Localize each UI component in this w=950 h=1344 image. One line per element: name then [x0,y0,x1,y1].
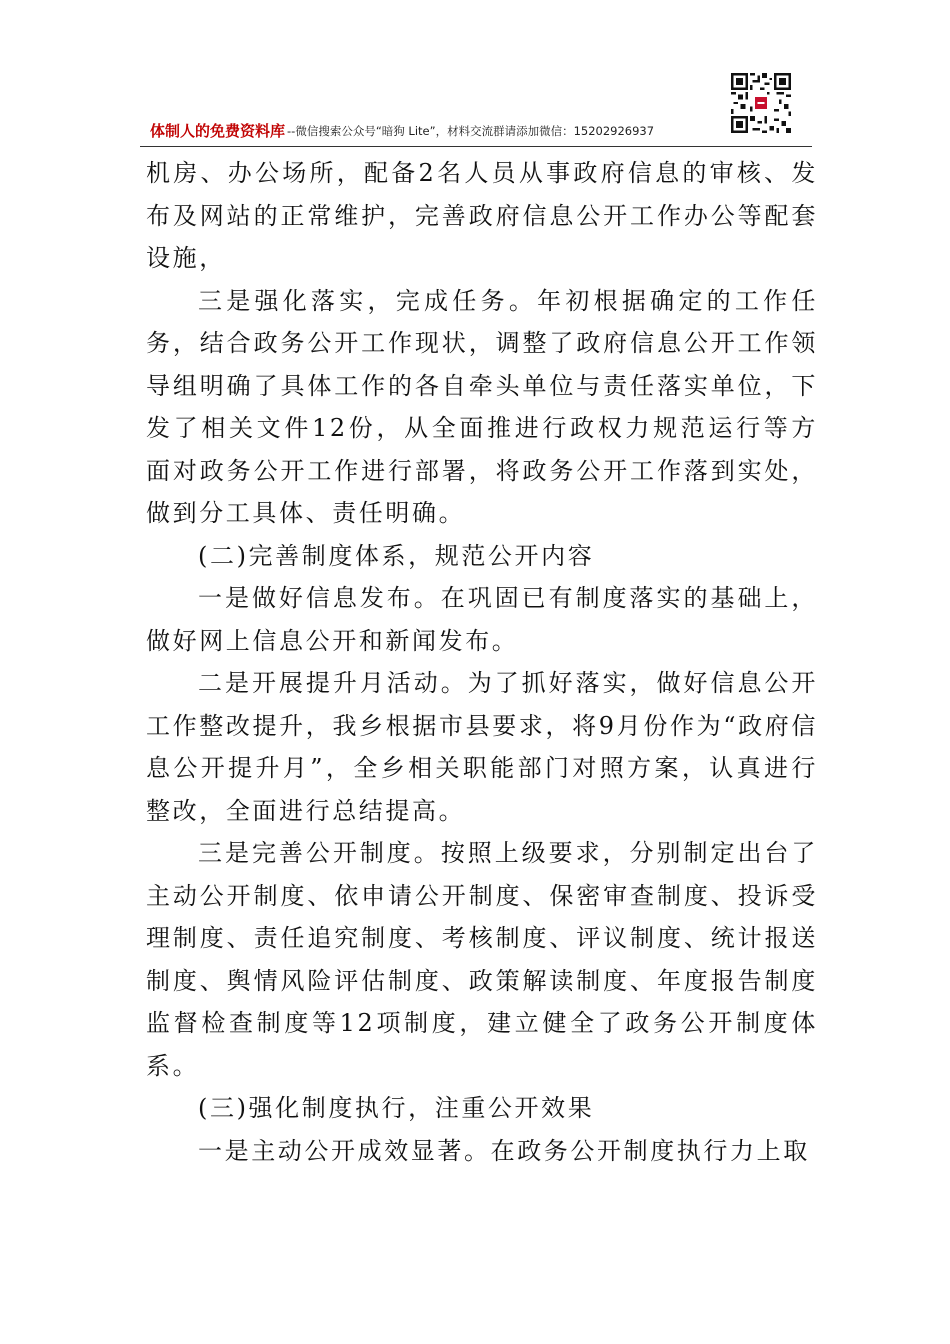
paragraph: 三是完善公开制度。按照上级要求，分别制定出台了主动公开制度、依申请公开制度、保密审查制度、投诉受理制度、责任追究制度、考核制度、评议制度、统计报送制度、舆情风险评估制度、政策解读制度、年度报告制度监督检查制度等12项制度，建立健全了政务公开制度体系。 [146,839,818,1080]
paragraph: 一是做好信息发布。在巩固已有制度落实的基础上，做好网上信息公开和新闻发布。 [146,584,818,655]
document-body [146,152,818,1172]
section-heading: (二)完善制度体系，规范公开内容 [198,541,595,570]
qr-code-icon [731,73,791,133]
header-divider [140,146,812,147]
section-heading: (三)强化制度执行，注重公开效果 [198,1094,595,1122]
page-header [150,120,790,146]
paragraph: 一是主动公开成效显著。在政务公开制度执行力上取 [198,1136,810,1165]
header-note: --微信搜索公众号“暗狗 Lite”，材料交流群请添加微信：15202926937 [287,123,655,138]
paragraph: 三是强化落实，完成任务。年初根据确定的工作任务，结合政务公开工作现状，调整了政府信息公开工作领导组明确了具体工作的各自牵头单位与责任落实单位，下发了相关文件12份，从全面推进行政权力规范运行等方面对政务公开工作进行部署，将政务公开工作落到实处，做到分工具体、责任明确。 [146,286,818,527]
header-brand: 体制人的免费资料库 [150,122,286,140]
paragraph: 二是开展提升月活动。为了抓好落实，做好信息公开工作整改提升，我乡根据市县要求，将9月份作为“政府信息公开提升月”，全乡相关职能部门对照方案，认真进行整改，全面进行总结提高。 [146,669,818,825]
paragraph: 机房、办公场所，配备2名人员从事政府信息的审核、发布及网站的正常维护，完善政府信息公开工作办公等配套设施， [146,159,818,272]
